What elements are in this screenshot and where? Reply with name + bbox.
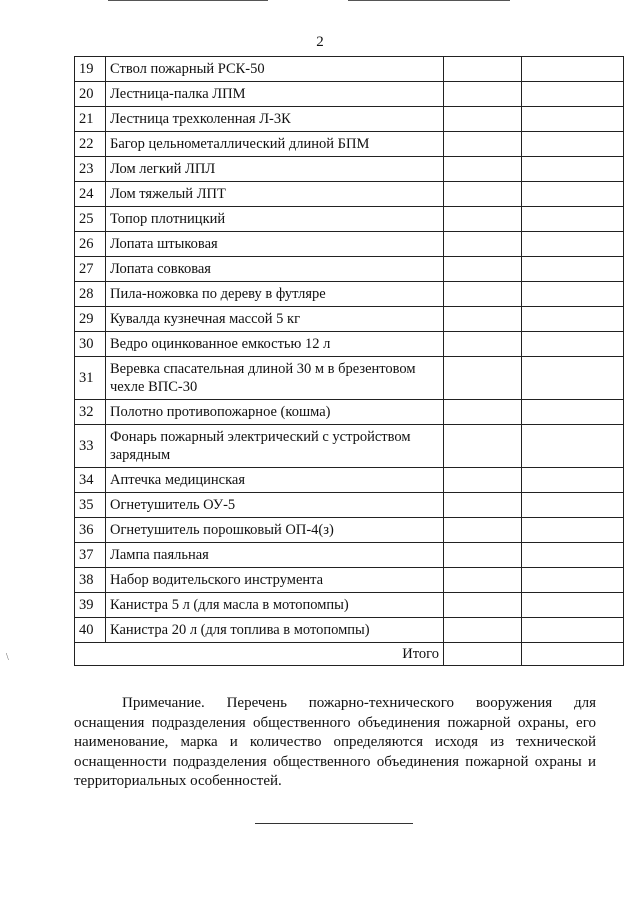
- top-rule-left: [108, 0, 268, 1]
- row-number: 34: [75, 468, 106, 493]
- quantity-cell-1: [444, 543, 522, 568]
- item-name: Огнетушитель ОУ-5: [106, 493, 444, 518]
- table-row: [75, 232, 624, 257]
- row-number: 40: [75, 618, 106, 643]
- row-number: 25: [75, 207, 106, 232]
- quantity-cell-1: [444, 57, 522, 82]
- quantity-cell-2: [522, 518, 624, 543]
- row-number: 29: [75, 307, 106, 332]
- quantity-cell-2: [522, 618, 624, 643]
- total-cell-2: [522, 643, 624, 666]
- quantity-cell-1: [444, 207, 522, 232]
- item-name: Огнетушитель порошковый ОП-4(з): [106, 518, 444, 543]
- equipment-table: [74, 56, 624, 666]
- item-name: Кувалда кузнечная массой 5 кг: [106, 307, 444, 332]
- quantity-cell-2: [522, 332, 624, 357]
- total-cell-1: [444, 643, 522, 666]
- table-row: [75, 107, 624, 132]
- quantity-cell-2: [522, 282, 624, 307]
- row-number: 28: [75, 282, 106, 307]
- table-row: [75, 425, 624, 468]
- row-number: 26: [75, 232, 106, 257]
- table-row: [75, 132, 624, 157]
- item-name: Лопата штыковая: [106, 232, 444, 257]
- table-row: [75, 618, 624, 643]
- table-row: [75, 357, 624, 400]
- table-row: [75, 57, 624, 82]
- table-row: [75, 400, 624, 425]
- quantity-cell-1: [444, 425, 522, 468]
- item-name: Аптечка медицинская: [106, 468, 444, 493]
- table-row: [75, 82, 624, 107]
- bottom-rule: [255, 823, 413, 824]
- quantity-cell-2: [522, 593, 624, 618]
- row-number: 22: [75, 132, 106, 157]
- table-row: [75, 257, 624, 282]
- row-number: 36: [75, 518, 106, 543]
- row-number: 30: [75, 332, 106, 357]
- quantity-cell-1: [444, 107, 522, 132]
- note: [74, 694, 596, 792]
- item-name: Лампа паяльная: [106, 543, 444, 568]
- item-name: Канистра 20 л (для топлива в мотопомпы): [106, 618, 444, 643]
- table-body: [75, 57, 624, 643]
- table-row: [75, 543, 624, 568]
- row-number: 19: [75, 57, 106, 82]
- row-number: 31: [75, 357, 106, 400]
- quantity-cell-1: [444, 568, 522, 593]
- item-name: Лестница-палка ЛПМ: [106, 82, 444, 107]
- quantity-cell-1: [444, 257, 522, 282]
- quantity-cell-2: [522, 568, 624, 593]
- quantity-cell-2: [522, 257, 624, 282]
- item-name: Лопата совковая: [106, 257, 444, 282]
- item-name: Полотно противопожарное (кошма): [106, 400, 444, 425]
- row-number: 20: [75, 82, 106, 107]
- note-text: Примечание. Перечень пожарно-технического вооружения для оснащения подразделения общественного объединения пожарной охраны, его наименование, марка и количество определяются исходя из технической оснащенности подразделения общественного объединения пожарной охраны и территориальных особенностей.: [74, 695, 596, 789]
- margin-mark: \: [6, 652, 9, 663]
- quantity-cell-2: [522, 132, 624, 157]
- quantity-cell-1: [444, 232, 522, 257]
- quantity-cell-1: [444, 593, 522, 618]
- quantity-cell-2: [522, 493, 624, 518]
- top-rule-right: [348, 0, 510, 1]
- total-row: [75, 643, 624, 666]
- item-name: Лом тяжелый ЛПТ: [106, 182, 444, 207]
- table-row: [75, 568, 624, 593]
- row-number: 37: [75, 543, 106, 568]
- quantity-cell-2: [522, 357, 624, 400]
- table-row: [75, 157, 624, 182]
- quantity-cell-1: [444, 132, 522, 157]
- quantity-cell-1: [444, 518, 522, 543]
- quantity-cell-1: [444, 618, 522, 643]
- quantity-cell-1: [444, 400, 522, 425]
- row-number: 38: [75, 568, 106, 593]
- quantity-cell-1: [444, 468, 522, 493]
- item-name: Ствол пожарный РСК-50: [106, 57, 444, 82]
- quantity-cell-2: [522, 82, 624, 107]
- quantity-cell-2: [522, 400, 624, 425]
- quantity-cell-1: [444, 307, 522, 332]
- row-number: 24: [75, 182, 106, 207]
- table-row: [75, 518, 624, 543]
- row-number: 33: [75, 425, 106, 468]
- table-row: [75, 593, 624, 618]
- quantity-cell-1: [444, 182, 522, 207]
- row-number: 23: [75, 157, 106, 182]
- table-row: [75, 282, 624, 307]
- quantity-cell-2: [522, 543, 624, 568]
- table-row: [75, 207, 624, 232]
- table-row: [75, 468, 624, 493]
- quantity-cell-2: [522, 57, 624, 82]
- item-name: Веревка спасательная длиной 30 м в брезентовом чехле ВПС-30: [106, 357, 444, 400]
- item-name: Лестница трехколенная Л-3К: [106, 107, 444, 132]
- item-name: Ведро оцинкованное емкостью 12 л: [106, 332, 444, 357]
- item-name: Топор плотницкий: [106, 207, 444, 232]
- quantity-cell-1: [444, 82, 522, 107]
- quantity-cell-2: [522, 307, 624, 332]
- quantity-cell-2: [522, 468, 624, 493]
- table-row: [75, 307, 624, 332]
- quantity-cell-1: [444, 282, 522, 307]
- quantity-cell-1: [444, 357, 522, 400]
- item-name: Багор цельнометаллический длиной БПМ: [106, 132, 444, 157]
- table-row: [75, 182, 624, 207]
- quantity-cell-1: [444, 157, 522, 182]
- row-number: 27: [75, 257, 106, 282]
- table-row: [75, 493, 624, 518]
- row-number: 32: [75, 400, 106, 425]
- quantity-cell-2: [522, 182, 624, 207]
- total-label: Итого: [75, 643, 444, 666]
- quantity-cell-2: [522, 107, 624, 132]
- row-number: 39: [75, 593, 106, 618]
- quantity-cell-2: [522, 207, 624, 232]
- item-name: Пила-ножовка по дереву в футляре: [106, 282, 444, 307]
- item-name: Канистра 5 л (для масла в мотопомпы): [106, 593, 444, 618]
- quantity-cell-2: [522, 157, 624, 182]
- page-number: 2: [316, 34, 324, 50]
- item-name: Лом легкий ЛПЛ: [106, 157, 444, 182]
- item-name: Набор водительского инструмента: [106, 568, 444, 593]
- row-number: 21: [75, 107, 106, 132]
- quantity-cell-2: [522, 425, 624, 468]
- item-name: Фонарь пожарный электрический с устройством зарядным: [106, 425, 444, 468]
- table-row: [75, 332, 624, 357]
- row-number: 35: [75, 493, 106, 518]
- quantity-cell-1: [444, 332, 522, 357]
- quantity-cell-1: [444, 493, 522, 518]
- quantity-cell-2: [522, 232, 624, 257]
